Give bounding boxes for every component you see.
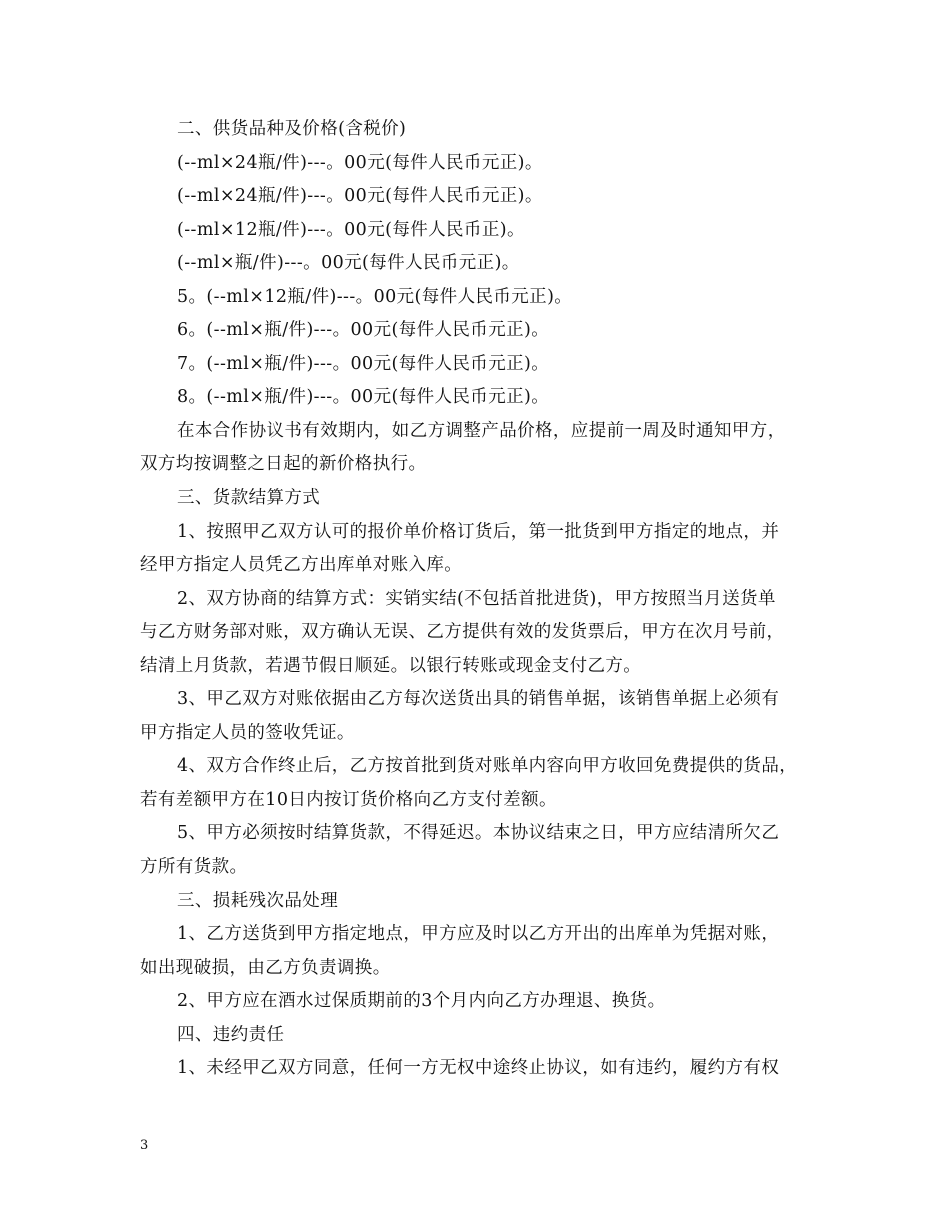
text-line: 如出现破损，由乙方负责调换。 <box>140 957 391 978</box>
text-line: 4、双方合作终止后，乙方按首批到货对账单内容向甲方收回免费提供的货品， <box>177 756 798 777</box>
text-line: 双方均按调整之日起的新价格执行。 <box>140 454 427 475</box>
text-line: 5、甲方必须按时结算货款，不得延迟。本协议结束之日，甲方应结清所欠乙 <box>177 823 780 844</box>
text-line: 2、双方协商的结算方式：实销实结(不包括首批进货)，甲方按照当月送货单 <box>177 588 776 609</box>
text-line: 3、甲乙双方对账依据由乙方每次送货出具的销售单据，该销售单据上必须有 <box>177 689 780 710</box>
text-line: 1、乙方送货到甲方指定地点，甲方应及时以乙方开出的出库单为凭据对账， <box>177 924 780 945</box>
text-line: 8。(--ml×瓶/件)---。00元(每件人民币元正)。 <box>177 387 550 408</box>
text-line: 6。(--ml×瓶/件)---。00元(每件人民币元正)。 <box>177 320 550 341</box>
text-line: (--ml×瓶/件)---。00元(每件人民币元正)。 <box>177 253 520 274</box>
text-line: (--ml×24瓶/件)---。00元(每件人民币元正)。 <box>177 186 543 207</box>
text-line: 1、按照甲乙双方认可的报价单价格订货后，第一批货到甲方指定的地点，并 <box>177 521 780 542</box>
text-line: 结清上月货款，若遇节假日顺延。以银行转账或现金支付乙方。 <box>140 655 642 676</box>
text-line: (--ml×24瓶/件)---。00元(每件人民币元正)。 <box>177 152 543 173</box>
text-line: 2、甲方应在酒水过保质期前的3个月内向乙方办理退、换货。 <box>177 991 666 1012</box>
text-line: (--ml×12瓶/件)---。00元(每件人民币正)。 <box>177 219 525 240</box>
text-line: 与乙方财务部对账，双方确认无误、乙方提供有效的发货票后，甲方在次月号前， <box>140 622 785 643</box>
text-line: 1、未经甲乙双方同意，任何一方无权中途终止协议，如有违约，履约方有权 <box>177 1058 780 1079</box>
text-line: 三、货款结算方式 <box>177 488 321 509</box>
text-line: 二、供货品种及价格(含税价) <box>177 119 407 139</box>
text-line: 甲方指定人员的签收凭证。 <box>140 722 355 743</box>
text-line: 三、损耗残次品处理 <box>177 890 339 911</box>
text-line: 在本合作协议书有效期内，如乙方调整产品价格，应提前一周及时通知甲方， <box>177 420 786 441</box>
text-line: 若有差额甲方在10日内按订货价格向乙方支付差额。 <box>140 789 557 810</box>
text-line: 四、违约责任 <box>177 1024 285 1045</box>
text-line: 7。(--ml×瓶/件)---。00元(每件人民币元正)。 <box>177 353 550 374</box>
document-body <box>140 113 812 1086</box>
page-number: 3 <box>140 1138 149 1153</box>
text-line: 5。(--ml×12瓶/件)---。00元(每件人民币元正)。 <box>177 286 573 307</box>
text-line: 经甲方指定人员凭乙方出库单对账入库。 <box>140 555 463 576</box>
text-line: 方所有货款。 <box>140 857 248 878</box>
